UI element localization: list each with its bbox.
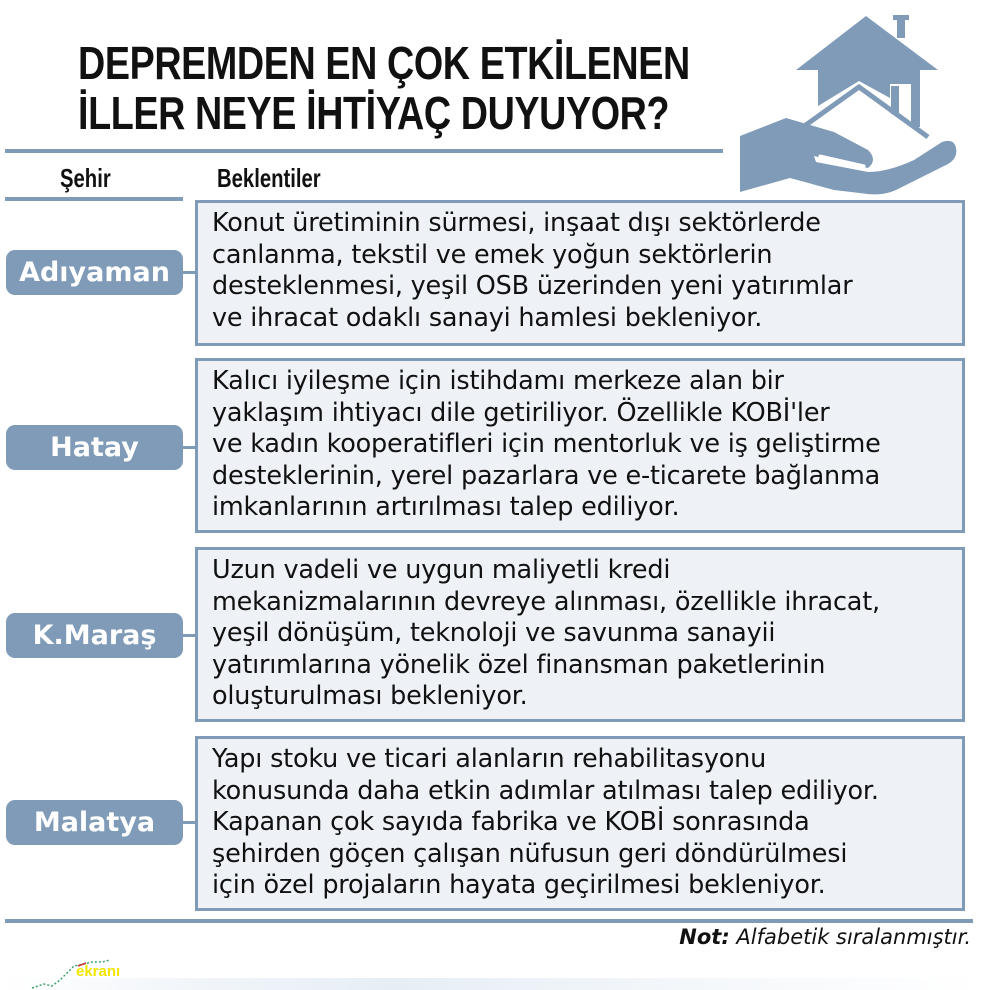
city-badge-hatay: Hatay <box>6 425 183 470</box>
expectation-box-adiyaman <box>195 200 965 346</box>
expectation-box-kmaras <box>195 547 965 722</box>
city-badge-adiyaman: Adıyaman <box>6 250 183 295</box>
expectation-box-malatya <box>195 736 965 911</box>
city-badge-kmaras: K.Maraş <box>6 613 183 658</box>
title-line-2: İLLER NEYE İHTİYAÇ DUYUYOR? <box>78 87 670 139</box>
title-line-1: DEPREMDEN EN ÇOK ETKİLENEN <box>78 37 690 89</box>
city-header-divider <box>5 197 183 201</box>
expectation-text: Konut üretiminin sürmesi, inşaat dışı sektörlerde canlanma, tekstil ve emek yoğun sektörlerin desteklenmesi, yeşil OSB üzerinden yeni yatırımlar ve ihracat odaklı sanayi hamlesi bekleniyor. <box>212 208 853 333</box>
column-header-city: Şehir <box>60 163 111 193</box>
house-in-hand-icon <box>728 10 958 198</box>
column-header-expectations: Beklentiler <box>217 163 321 193</box>
footnote-label: Not: <box>679 925 730 949</box>
expectation-text: Kalıcı iyileşme için istihdamı merkeze alan bir yaklaşım ihtiyacı dile getiriliyor. Özellikle KOBİ'ler ve kadın kooperatifleri için mentorluk ve iş geliştirme desteklerinin, yerel pazarlara ve e-ticarete bağlanma imkanlarının artırılması talep ediliyor. <box>212 366 881 522</box>
footnote-text: Alfabetik sıralanmıştır. <box>729 925 971 949</box>
footnote <box>679 925 971 949</box>
expectation-box-hatay <box>195 358 965 533</box>
logo-text: ekranı <box>76 963 121 980</box>
title-divider <box>5 149 723 153</box>
expectation-text: Uzun vadeli ve uygun maliyetli kredi mekanizmalarının devreye alınması, özellikle ihracat, yeşil dönüşüm, teknoloji ve savunma sanayii yatırımlarına yönelik özel finansman paketlerinin oluşturulması bekleniyor. <box>212 555 880 711</box>
expectation-text: Yapı stoku ve ticari alanların rehabilitasyonu konusunda daha etkin adımlar atılması talep ediliyor. Kapanan çok sayıda fabrika ve KOBİ sonrasında şehirden göçen çalışan nüfusun geri döndürülmesi için özel projaların hayata geçirilmesi bekleniyor. <box>212 744 879 900</box>
city-badge-malatya: Malatya <box>6 800 183 845</box>
page-title <box>78 37 690 139</box>
bottom-divider <box>5 919 973 923</box>
